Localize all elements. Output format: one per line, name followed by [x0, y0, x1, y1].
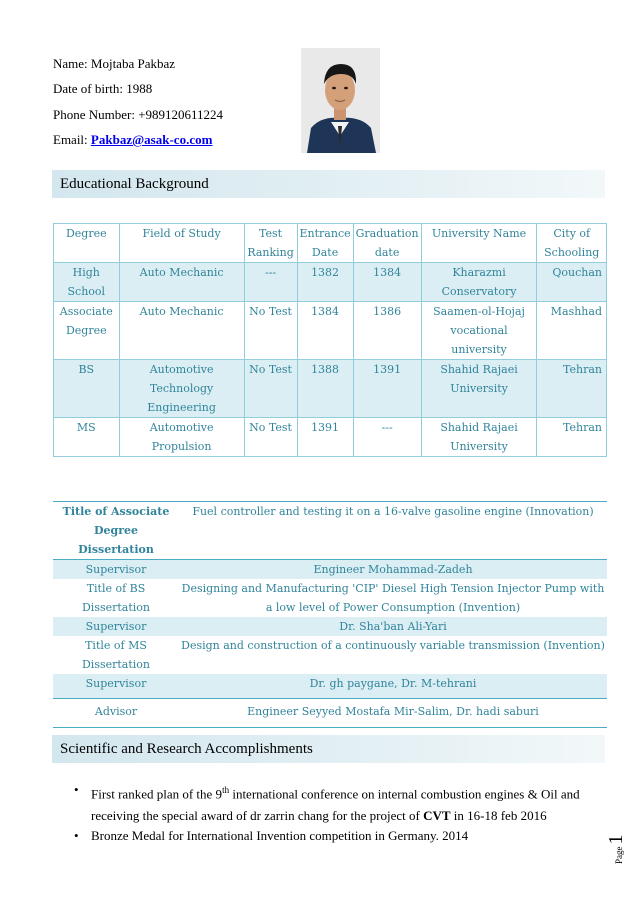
section-research-title: Scientific and Research Accomplishments [52, 735, 605, 763]
accomplishment-1-post: in 16-18 feb 2016 [450, 808, 547, 824]
header-degree: Degree [54, 224, 120, 263]
table-row [53, 502, 607, 560]
cell-entrance: 1384 [297, 302, 353, 360]
cell-field: Automotive Technology Engineering [119, 360, 244, 418]
row-value: Fuel controller and testing it on a 16-valve gasoline engine (Innovation) [179, 502, 607, 560]
email-label: Email: [53, 132, 91, 147]
education-header-row [54, 224, 607, 263]
table-row [53, 674, 607, 699]
table-row [53, 560, 607, 580]
cell-university: Kharazmi Conservatory [421, 263, 537, 302]
cell-degree: High School [54, 263, 120, 302]
table-row [53, 699, 607, 728]
cell-field: Automotive Propulsion [119, 418, 244, 457]
page-number: 1 [605, 834, 627, 845]
row-label: Supervisor [53, 617, 179, 636]
cell-city: Mashhad [537, 302, 607, 360]
cell-city: Tehran [537, 360, 607, 418]
cell-degree: MS [54, 418, 120, 457]
row-label: Advisor [53, 699, 179, 728]
email-line [53, 132, 212, 148]
cell-entrance: 1391 [297, 418, 353, 457]
cell-city: Qouchan [537, 263, 607, 302]
row-label: Supervisor [53, 560, 179, 580]
cell-field: Auto Mechanic [119, 263, 244, 302]
cell-test: No Test [244, 418, 297, 457]
cell-graduation: 1384 [353, 263, 421, 302]
cell-entrance: 1382 [297, 263, 353, 302]
row-label: Title of MS Dissertation [81, 639, 151, 671]
table-row [54, 418, 607, 457]
cell-graduation: 1386 [353, 302, 421, 360]
section-education-title: Educational Background [52, 170, 605, 198]
page-number-label [605, 820, 628, 868]
header-field: Field of Study [119, 224, 244, 263]
cell-entrance: 1388 [297, 360, 353, 418]
accomplishment-1-pre: First ranked plan of the 9 [91, 786, 223, 802]
profile-photo [301, 48, 380, 153]
cell-degree: BS [54, 360, 120, 418]
cell-degree: Associate Degree [54, 302, 120, 360]
cell-university: Shahid Rajaei University [421, 418, 537, 457]
row-label: Title of BS Dissertation [81, 582, 151, 614]
header-city: City of Schooling [537, 224, 607, 263]
accomplishment-1-bold: CVT [423, 808, 451, 824]
dob-line: Date of birth: 1988 [53, 81, 153, 96]
row-value: Engineer Seyyed Mostafa Mir-Salim, Dr. hadi saburi [179, 699, 607, 728]
list-item [74, 825, 594, 847]
cell-test: No Test [244, 302, 297, 360]
table-row [53, 617, 607, 636]
row-value: Design and construction of a continuously variable transmission (Invention) [181, 639, 605, 652]
dissertation-table [53, 501, 607, 728]
email-link[interactable]: Pakbaz@asak-co.com [90, 132, 213, 147]
cell-test: No Test [244, 360, 297, 418]
row-value: Dr. gh paygane, Dr. M-tehrani [179, 674, 607, 699]
accomplishment-1-mid: international conference on internal combustion engines & Oil and receiving the special award of dr zarrin chang for the project of [91, 786, 580, 824]
page-word: Page [614, 846, 624, 864]
list-item [74, 779, 594, 827]
cell-university: Saamen-ol-Hojaj vocational university [421, 302, 537, 360]
header-test: Test Ranking [244, 224, 297, 263]
row-label: Supervisor [53, 674, 179, 699]
education-table [53, 223, 607, 457]
table-row [54, 360, 607, 418]
accomplishment-1-sup: th [222, 785, 230, 795]
table-row [54, 302, 607, 360]
cell-test: --- [244, 263, 297, 302]
phone-line: Phone Number: +989120611224 [53, 107, 224, 122]
row-value: Engineer Mohammad-Zadeh [179, 560, 607, 580]
cell-field: Auto Mechanic [119, 302, 244, 360]
svg-text:Page1 [605, 835, 627, 865]
header-entrance: Entrance Date [297, 224, 353, 263]
table-row [53, 636, 607, 674]
accomplishment-2: Bronze Medal for International Invention competition in Germany. 2014 [91, 828, 469, 843]
cell-university: Shahid Rajaei University [421, 360, 537, 418]
row-value: Dr. Sha'ban Ali-Yari [179, 617, 607, 636]
cell-graduation: --- [353, 418, 421, 457]
header-graduation: Graduation date [353, 224, 421, 263]
name-line: Name: Mojtaba Pakbaz [53, 56, 176, 71]
cell-graduation: 1391 [353, 360, 421, 418]
row-label: Title of Associate Degree Dissertation [53, 502, 179, 560]
row-value: Designing and Manufacturing 'CIP' Diesel High Tension Injector Pump with a low level of Power Consumption (Invention) [181, 582, 605, 614]
bullet-icon: • [74, 828, 79, 843]
table-row [53, 579, 607, 617]
table-row [54, 263, 607, 302]
cell-city: Tehran [537, 418, 607, 457]
header-university: University Name [421, 224, 537, 263]
bullet-icon: • [74, 782, 79, 797]
